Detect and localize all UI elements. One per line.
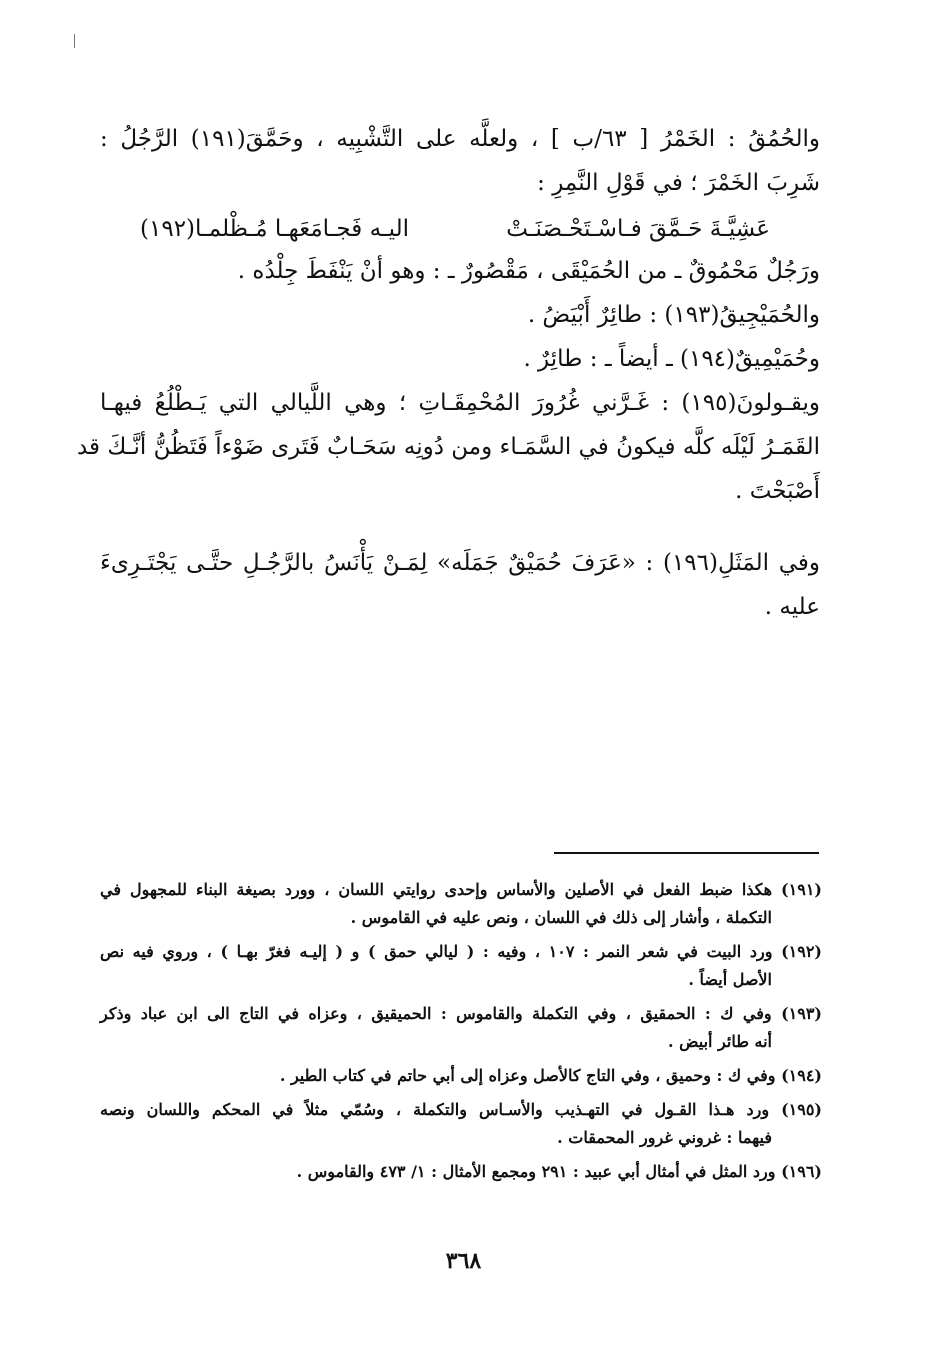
footnote-line: (١٩٥) ورد هـذا القـول في التهـذيب والأسـاس والتكملة ، وسُمّي مثلاً في المحكم واللسان ونصه [100,1100,822,1119]
text-line: وحُمَيْمِيقٌ(١٩٤) ـ أيضاً ـ : طائِرٌ . [523,346,820,372]
footnote-separator [554,852,819,854]
text-line: القَمَـرُ لَيْلَه كلَّه فيكونُ في السَّمَـاء ومن دُونِه سَحَـابٌ فَتَرى ضَوْءاً فَتَظُنُّ أنَّـكَ قد [76,434,820,460]
footnote-line: فيهما : غروني غرور المحمقات . [557,1128,772,1147]
poem-verse [100,216,820,260]
text-line: والحُمَيْجِيقُ(١٩٣) : طائِرٌ أَبْيَضُ . [527,302,820,328]
footnote [100,1002,822,1058]
footnote-line: (١٩١) هكذا ضبط الفعل في الأصلين والأساس وإحدى روايتي اللسان ، وورد بصيغة البناء للمجهول في [100,880,822,899]
poem-first-hemistich: عَشِيَّـةَ حَـمَّقَ فـاسْـتَحْـصَنَـتْ [506,216,770,242]
text-line: أَصْبَحْتَ . [735,478,820,504]
text-line: وفي المَثَلِ(١٩٦) : «عَرَفَ حُمَيْقٌ جَمَلَه» لِمَـنْ يَأْنَسُ بالرَّجُـلِ حتَّـى يَجْتَـرِىءَ [100,550,820,576]
footnote-line: أنه طائر أبيض . [668,1032,772,1051]
footnote [100,1064,822,1092]
footnote [100,1160,822,1188]
paragraph-gap [100,524,820,552]
main-text [76,126,820,640]
text-line: عليه . [764,594,820,620]
footnote [100,878,822,934]
footnote-line: (١٩٣) وفي ك : الحمقيق ، وفي التكملة والقاموس : الحميقيق ، وعزاه في التاج الى ابن عباد وذكر [100,1004,822,1023]
text-line: ويقـولونَ(١٩٥) : غَـرَّني غُرُورَ المُحْمِقَـاتِ ؛ وهي اللَّيالي التي يَـطْلُعُ فيهـا [100,390,820,416]
margin-mark [74,34,76,48]
page-number: ٣٦٨ [445,1248,482,1274]
poem-second-hemistich: اليـه فَجـامَعَهـا مُـظْلمـا(١٩٢) [140,216,409,242]
footnote [100,1098,822,1154]
footnote-line: الأصل أيضاً . [688,970,772,989]
footnote-line: (١٩٢) ورد البيت في شعر النمر : ١٠٧ ، وفيه : ( ليالي حمق ) و ( إليـه فغرّ بهـا ) ، وروي فيه نص [100,942,822,961]
text-line: والحُمُقُ : الخَمْرُ [ ٦٣/ب ] ، ولعلَّه على التَّشْبِيه ، وحَمَّقَ(١٩١) الرَّجُلُ : [100,126,820,152]
footnote-line: (١٩٦) ورد المثل في أمثال أبي عبيد : ٢٩١ ومجمع الأمثال : ١/ ٤٧٣ والقاموس . [296,1162,822,1181]
text-line: ورَجُلٌ مَحْمُوقٌ ـ من الحُمَيْقَى ، مَقْصُورٌ ـ : وهو أنْ يَنْفَطَ جِلْدُه . [237,258,820,284]
footnote-line: التكملة ، وأشار إلى ذلك في اللسان ، ونص عليه في القاموس . [350,908,772,927]
footnote [100,940,822,996]
text-line: شَرِبَ الخَمْرَ ؛ في قَوْلِ النَّمِرِ : [537,170,820,196]
footnote-line: (١٩٤) وفي ك : وحميق ، وفي التاج كالأصل وعزاه إلى أبي حاتم في كتاب الطير . [279,1066,822,1085]
footnotes [100,878,822,1194]
